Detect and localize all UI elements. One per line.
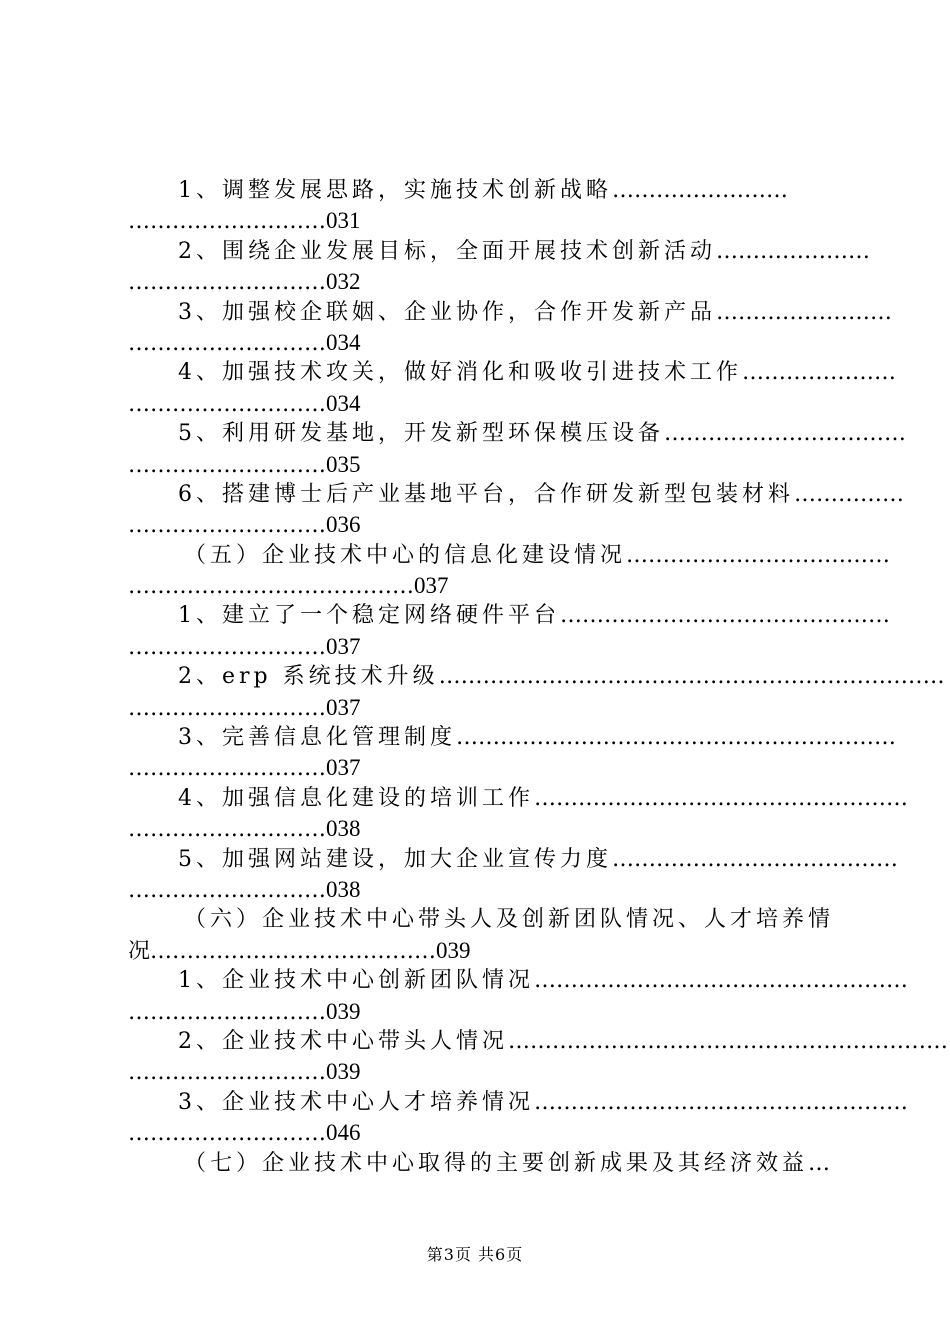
toc-leader-dots: ……………………… [128,695,326,721]
toc-entry-title [128,298,892,328]
toc-page-number: 038 [326,876,361,902]
table-of-contents [128,176,948,1179]
toc-entry-text: 4、加强技术攻关，做好消化和吸收引进技术工作 [178,360,742,386]
toc-entry-text: （五）企业技术中心的信息化建设情况 [184,542,627,568]
toc-entry-title [128,905,835,935]
toc-entry-continuation [128,206,832,236]
toc-page-number: 039 [436,937,471,963]
toc-entry-continuation [128,814,832,844]
toc-entry-title [128,784,908,814]
toc-entry-text: 3、完善信息化管理制度 [178,725,456,751]
toc-page-number: 046 [326,1120,361,1146]
toc-leader-dots: …………………………………………………… [456,725,896,751]
toc-entry-text: 5、加强网站建设，加大企业宣传力度 [178,846,612,872]
toc-leader-dots: ……………………… [128,756,326,782]
toc-entry-continuation [128,1118,832,1148]
toc-entry-title [128,1149,832,1179]
page-footer: 第3页 共6页 [426,1245,524,1264]
toc-leader-dots: ……………………………… [626,542,891,568]
toc-entry-continuation [128,753,832,783]
toc-entry-text: 5、利用研发基地，开发新型环保模压设备 [178,421,664,447]
toc-page-number: 038 [326,816,361,842]
toc-page-number: 031 [326,208,361,234]
toc-entry-text: 1、建立了一个稳定网络硬件平台 [178,603,560,629]
toc-entry-text: 1、调整发展思路，实施技术创新战略 [178,178,612,203]
toc-entry-text: 3、加强校企联姻、企业协作，合作开发新产品 [178,299,716,325]
toc-entry-title [128,845,898,875]
toc-entry-continuation [128,328,832,358]
toc-leader-dots: ……………………… [128,634,326,660]
toc-leader-dots: ………………… [742,360,896,386]
toc-entry-title [128,1088,908,1118]
toc-entry-title [128,237,870,267]
toc-entry-title [128,480,904,510]
toc-page-number: 036 [326,512,361,538]
toc-entry-text: 2、围绕企业发展目标，全面开展技术创新活动 [178,238,716,264]
toc-leader-dots: ……………………… [128,209,326,235]
toc-leader-dots: …………………………… [664,421,906,447]
toc-entry-title [128,176,832,206]
toc-leader-dots: ……………………… [128,513,326,539]
toc-entry-title [128,723,896,753]
toc-page-number: 034 [326,390,361,416]
toc-entry-continuation [128,389,832,419]
toc-page-number: 032 [326,269,361,295]
toc-page-number: 034 [326,329,361,355]
toc-leader-dots: ……………………… [128,877,326,903]
toc-leader-dots: ……………………… [128,452,326,478]
toc-entry-text: 2、企业技术中心带头人情况 [178,1028,508,1054]
toc-leader-dots: ……………………… [128,817,326,843]
toc-entry-title [128,419,906,449]
toc-leader-dots: …………………………………………… [534,968,908,994]
toc-entry-title [128,358,896,388]
toc-leader-dots: …………… [794,481,904,507]
toc-leader-dots: …………………………………………………………… [438,664,945,690]
toc-entry-title [128,1027,948,1057]
toc-entry-title [128,601,890,631]
toc-page-number: 037 [326,694,361,720]
toc-leader-dots: ……………………… [128,270,326,296]
toc-leader-dots: …………………………………………………… [508,1028,948,1054]
toc-entry-text: （六）企业技术中心带头人及创新团队情况、人才培养情 [184,907,835,933]
toc-leader-dots: ……………………… [128,330,326,356]
toc-entry-title [128,966,908,996]
toc-leader-dots: ………………………………… [128,574,414,600]
toc-entry-continuation [128,632,832,662]
toc-entry-text: 6、搭建博士后产业基地平台，合作研发新型包装材料 [178,481,794,507]
toc-entry-text: 1、企业技术中心创新团队情况 [178,968,534,994]
toc-entry-text: （七）企业技术中心取得的主要创新成果及其经济效益 [184,1150,809,1176]
toc-entry-continuation [128,875,832,905]
toc-leader-dots: … [808,1150,831,1176]
toc-leader-dots: ………………………………… [612,846,898,872]
toc-entry-continuation [128,1057,832,1087]
toc-entry-text: 2、erp 系统技术升级 [178,664,439,690]
toc-leader-dots: ……………………… [128,1121,326,1147]
toc-entry-continuation [128,450,832,480]
toc-entry-continuation [128,267,832,297]
toc-leader-dots: …………………… [716,299,892,325]
toc-entry-continuation [128,997,832,1027]
toc-entry-text: 3、企业技术中心人才培养情况 [178,1089,534,1115]
toc-entry-continuation [128,510,832,540]
toc-page-number: 037 [414,573,449,599]
toc-entry-text: 4、加强信息化建设的培训工作 [178,785,534,811]
toc-page-number: 037 [326,633,361,659]
toc-leader-dots: …………………………………………… [534,785,908,811]
toc-page-number: 039 [326,998,361,1024]
toc-entry-title [128,541,891,571]
toc-entry-continuation [128,571,832,601]
toc-entry-continuation [128,693,832,723]
toc-entry-title [128,662,945,692]
toc-leader-dots: …………………… [612,178,788,203]
toc-entry-continuation [128,936,832,966]
toc-leader-dots: 况………………………………… [128,938,437,964]
toc-leader-dots: ……………………… [128,1060,326,1086]
toc-leader-dots: ……………………………………… [560,603,890,629]
toc-page-number: 035 [326,451,361,477]
toc-page-number: 039 [326,1059,361,1085]
toc-leader-dots: ……………………… [128,999,326,1025]
toc-page-number: 037 [326,755,361,781]
toc-leader-dots: ………………… [716,238,870,264]
toc-leader-dots: …………………………………………… [534,1089,908,1115]
toc-leader-dots: ……………………… [128,391,326,417]
